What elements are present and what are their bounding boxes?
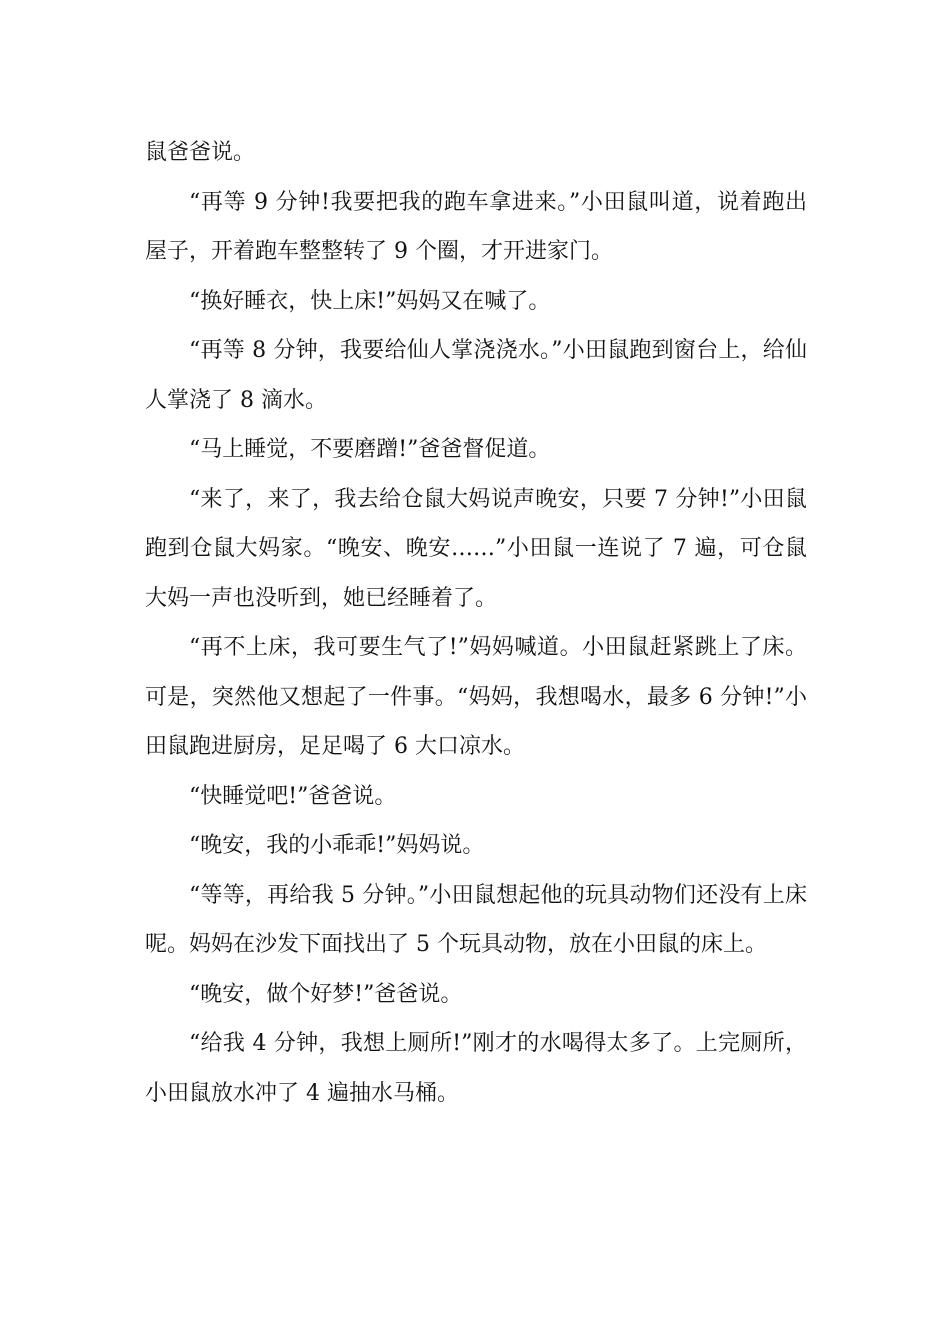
paragraph: “给我 4 分钟，我想上厕所!”刚才的水喝得太多了。上完厕所，小田鼠放水冲了 4 遍抽水马桶。 <box>145 1031 807 1106</box>
paragraph: “来了，来了，我去给仓鼠大妈说声晚安，只要 7 分钟!”小田鼠跑到仓鼠大妈家。“晚安、晚安……”小田鼠一连说了 7 遍，可仓鼠大妈一声也没听到，她已经睡着了。 <box>145 486 807 611</box>
paragraph: “快睡觉吧!”爸爸说。 <box>189 783 397 809</box>
paragraph: “再不上床，我可要生气了!”妈妈喊道。小田鼠赶紧跳上了床。可是，突然他又想起了一件事。“妈妈，我想喝水，最多 6 分钟!”小田鼠跑进厨房，足足喝了 6 大口凉水。 <box>145 635 807 759</box>
paragraph: “晚安，我的小乖乖!”妈妈说。 <box>189 833 485 858</box>
paragraph: “马上睡觉，不要磨蹭!”爸爸督促道。 <box>189 437 551 462</box>
paragraph: “再等 8 分钟，我要给仙人掌浇浇水。”小田鼠跑到窗台上，给仙人掌浇了 8 滴水。 <box>145 338 807 413</box>
paragraph: “换好睡衣，快上床!”妈妈又在喊了。 <box>189 288 551 314</box>
paragraph: 鼠爸爸说。 <box>145 140 256 165</box>
story-text <box>145 128 807 1118</box>
paragraph: “等等，再给我 5 分钟。”小田鼠想起他的玩具动物们还没有上床呢。妈妈在沙发下面找出了 5 个玩具动物，放在小田鼠的床上。 <box>145 882 807 957</box>
paragraph: “晚安，做个好梦!”爸爸说。 <box>189 981 463 1007</box>
paragraph: “再等 9 分钟!我要把我的跑车拿进来。”小田鼠叫道，说着跑出屋子，开着跑车整整转了 9 个圈，才开进家门。 <box>145 189 807 264</box>
